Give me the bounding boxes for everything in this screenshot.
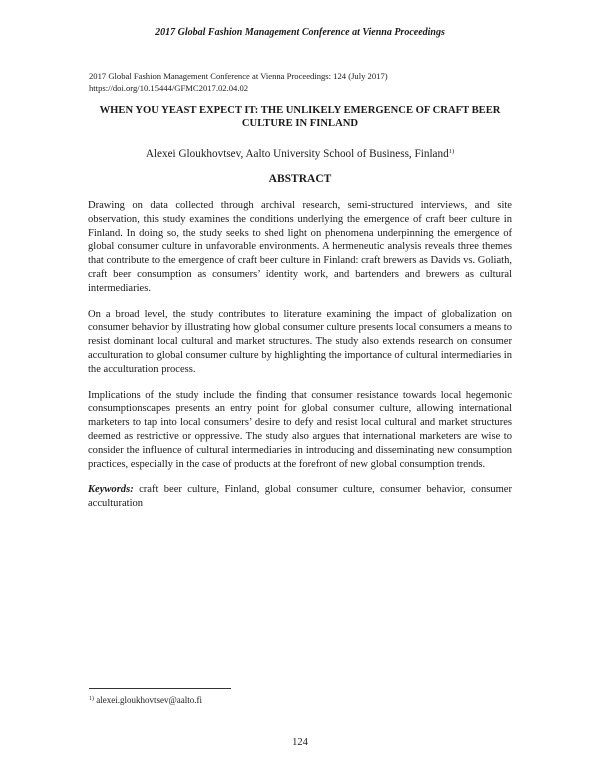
footnote-marker: 1) (448, 148, 455, 155)
footnote-divider (89, 688, 231, 689)
running-head: 2017 Global Fashion Management Conference at Vienna Proceedings (155, 27, 445, 38)
abstract-paragraph: Drawing on data collected through archival research, semi-structured interviews, and site observation, this study examines the conditions underlying the emergence of craft beer culture in Finland. In doing so, the study seeks to shed light on phenomena underpinning the emergence of global consumer culture in unfavorable environments. A hermeneutic analysis reveals three themes that contribute to the emergence of craft beer culture in Finland: craft brewers as Davids vs. Goliath, craft beer consumption as consumers’ identity work, and bartenders and brewers as cultural intermediaries. (88, 200, 512, 294)
footnote (89, 695, 202, 705)
abstract-paragraph: On a broad level, the study contributes to literature examining the impact of globalization on consumer behavior by illustrating how global consumer culture presents local consumers a means to resist dominant local cultural and market structures. The study also extends research on consumer acculturation to global consumer culture by highlighting the importance of cultural intermediaries in the acculturation process. (88, 308, 512, 375)
footnote-marker: 1) (89, 696, 94, 702)
page-number: 124 (292, 737, 308, 748)
keywords-text: craft beer culture, Finland, global consumer culture, consumer behavior, consumer acculturation (88, 484, 512, 510)
citation-block (89, 70, 388, 94)
doi-link[interactable]: https://doi.org/10.15444/GFMC2017.02.04.02 (89, 83, 249, 93)
keywords-label: Keywords: (88, 484, 134, 496)
author-line (0, 148, 600, 160)
author-text: Alexei Gloukhovtsev, Aalto University School of Business, Finland (145, 148, 449, 160)
paper-title: WHEN YOU YEAST EXPECT IT: THE UNLIKELY EMERGENCE OF CRAFT BEER CULTURE IN FINLAND (99, 105, 501, 129)
abstract-heading: ABSTRACT (268, 173, 332, 185)
citation-line: 2017 Global Fashion Management Conference at Vienna Proceedings: 124 (July 2017) (89, 71, 388, 81)
keywords-paragraph (88, 483, 512, 511)
author-email: alexei.gloukhovtsev@aalto.fi (94, 695, 203, 705)
abstract-body (88, 199, 512, 511)
abstract-paragraph: Implications of the study include the finding that consumer resistance towards local hegemonic consumptionscapes presents an entry point for global consumer culture, allowing international marketers to tap into local consumers’ desire to defy and resist local cultural and market structures deemed as restrictive or oppressive. The study also argues that international marketers are wise to consider the influence of cultural intermediaries in introducing and disseminating new consumption practices, especially in the case of products at the forefront of new global consumption trends. (88, 389, 512, 470)
